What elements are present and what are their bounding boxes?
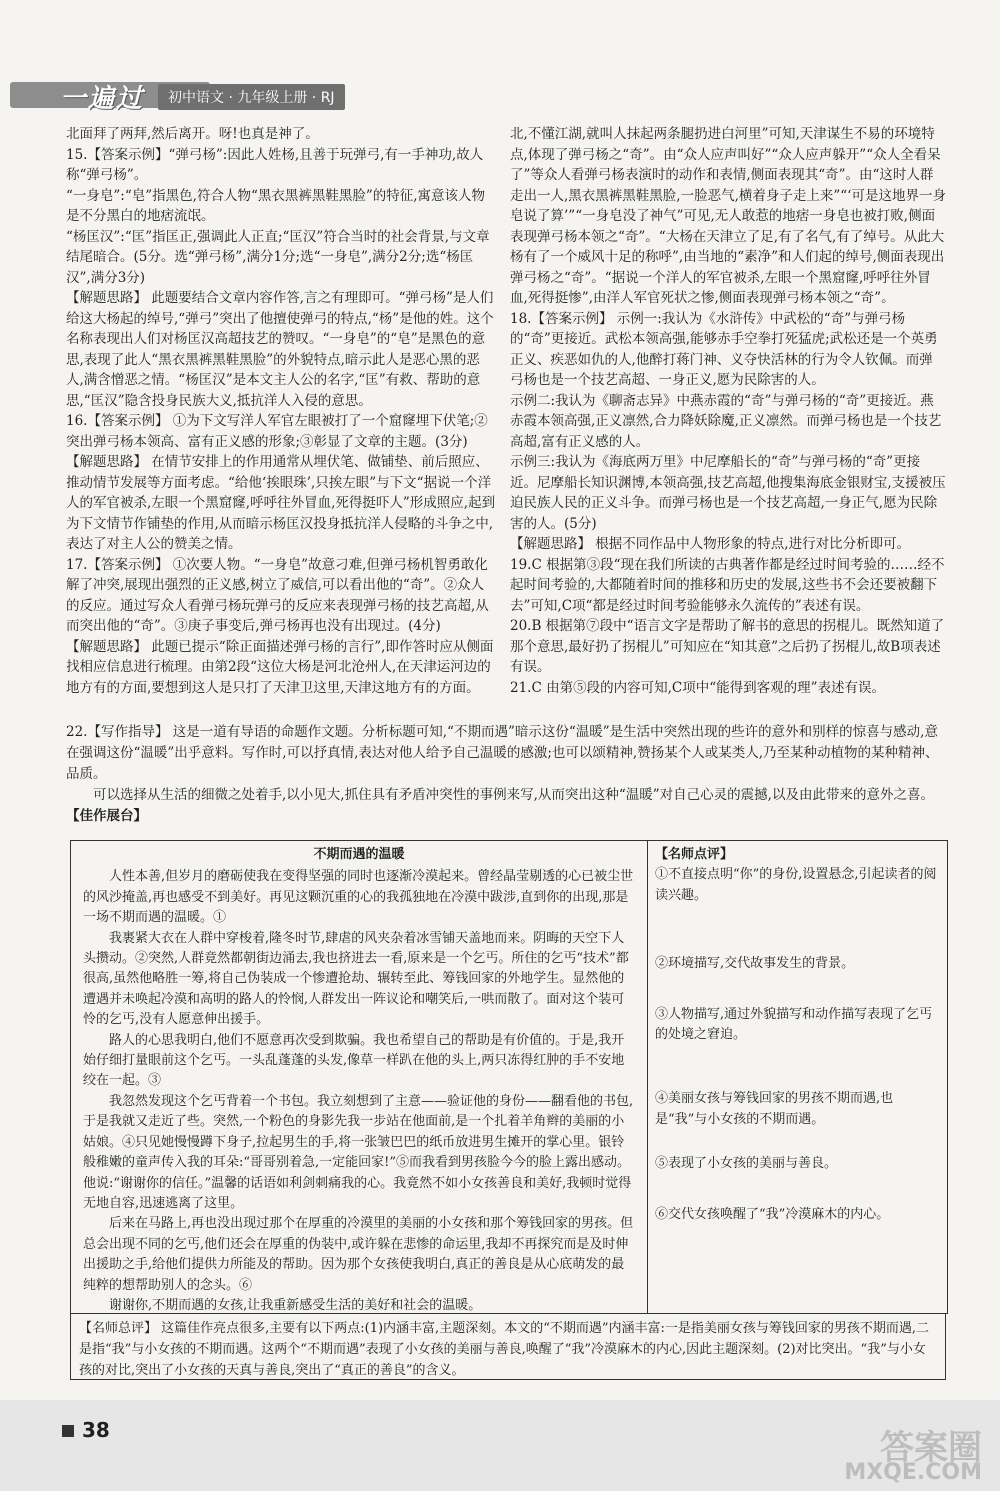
writing-guide (66, 722, 946, 827)
note-item: ②环境描写,交代故事发生的背景。 (655, 956, 855, 972)
essay-box (70, 840, 948, 1314)
essay (83, 845, 635, 1316)
essay-title: 不期而遇的温暖 (313, 847, 405, 862)
essay-paragraph: 我裹紧大衣在人群中穿梭着,隆冬时节,肆虐的风夹杂着冰雪铺天盖地而来。阴晦的天空下人头攒动。②突然,人群竟然都朝街边涌去,我也挤进去一看,原来是一个乞丐。所住的乞丐“技术”都很高,虽然他略胜一筹,将自己伪装成一个惨遭抢劫、辗转至此、筹钱回家的外地学生。显然他的遭遇并未唤起冷漠和高明的路人的怜悯,人群发出一阵议论和嘲笑后,一哄而散了。面对这个装可怜的乞丐,没有人愿意伸出援手。 (83, 930, 629, 1028)
analysis-16: 【解题思路】 在情节安排上的作用通常从埋伏笔、做铺垫、前后照应、推动情节发展等方面考虑。“给他‘挨眼珠’,只挨左眼”与下文“据说一个洋人的军官被杀,左眼一个黑窟窿,呼呼往外冒血,死得挺吓人”形成照应,起到为下文情节作铺垫的作用,从而暗示杨匡汉投身抵抗洋人侵略的斗争之中,表达了对主人公的赞美之情。 (66, 454, 496, 552)
text-paragraph: 示例三:我认为《海底两万里》中尼摩船长的“奇”与弹弓杨的“奇”更接近。尼摩船长知识渊博,本领高强,技艺高超,他搜集海底金银财宝,支援被压迫民族人民的正义斗争。而弹弓杨也是一个技艺高超,一身正气,愿为民除害的人。(5分) (510, 454, 946, 532)
note-item: ①不直接点明“你”的身份,设置悬念,引起读者的阅读兴趣。 (655, 867, 937, 903)
page-number (62, 1418, 110, 1442)
guide-paragraph: 可以选择从生活的细微之处着手,以小见大,抓住具有矛盾冲突性的事例来写,从而突出这种“温暖”对自己心灵的震撼,以及由此带来的意外之喜。 (93, 787, 934, 803)
watermark: 答案圈 (880, 1428, 982, 1468)
text-paragraph: “杨匡汉”:“匡”指匡正,强调此人正直;“匡汉”符合当时的社会背景,与文章结尾暗合。(5分。选“弹弓杨”,满分1分;选“一身皂”,满分2分;选“杨匡汉”,满分3分) (66, 228, 490, 286)
analysis-15: 【解题思路】 此题要结合文章内容作答,言之有理即可。“弹弓杨”是人们给这大杨起的绰号,“弹弓”突出了他擅使弹弓的特点,“杨”是他的姓。这个名称表现出人们对杨匡汉高超技艺的赞叹。“一身皂”的“皂”是黑色的意思,表现了此人“黑衣黑裤黑鞋黑脸”的外貌特点,暗示此人是恶心黑的恶人,满含憎恶之情。“杨匡汉”是本文主人公的名字,“匡”有救、帮助的意思,“匡汉”隐含投身民族大义,抵抗洋人入侵的意思。 (66, 290, 494, 409)
text-paragraph: “一身皂”:“皂”指黑色,符合人物“黑衣黑裤黑鞋黑脸”的特征,寓意该人物是不分黑白的地痞流氓。 (66, 187, 486, 224)
answer-17: 17.【答案示例】 ①次要人物。“一身皂”故意刁难,但弹弓杨机智勇敢化解了冲突,展现出强烈的正义感,树立了威信,可以看出他的“奇”。②众人的反应。通过写众人看弹弓杨玩弹弓的反应来表现弹弓杨的技艺高超,从而突出他的“奇”。③庚子事变后,弹弓杨再也没有出现过。(4分) (66, 556, 489, 634)
essay-paragraph: 人性本善,但岁月的磨砺使我在变得坚强的同时也逐渐冷漠起来。曾经晶莹剔透的心已被尘世的风沙掩盖,再也感受不到美好。再见这颗沉重的心的我孤独地在冷漠中跋涉,直到你的出现,那是一场不期而遇的温暖。① (83, 869, 634, 926)
essay-paragraph: 路人的心思我明白,他们不愿意再次受到欺骗。我也希望自己的帮助是有价值的。于是,我开始仔细打量眼前这个乞丐。一头乱蓬蓬的头发,像草一样趴在他的头上,两只冻得红肿的手不安地绞在一起。③ (83, 1032, 625, 1089)
watermark-url: MXQE.COM (844, 1460, 982, 1485)
text-paragraph: 示例二:我认为《聊斋志异》中燕赤霞的“奇”与弹弓杨的“奇”更接近。燕赤霞本领高强,正义凛然,合力降妖除魔,正义凛然。而弹弓杨也是一个技艺高超,富有正义感的人。 (510, 392, 942, 450)
note-item: ⑥交代女孩唤醒了“我”冷漠麻木的内心。 (655, 1206, 890, 1222)
answer-18: 18.【答案示例】 示例一:我认为《水浒传》中武松的“奇”与弹弓杨的“奇”更接近。武松本领高强,能够赤手空拳打死猛虎;武松还是一个英勇正义、疾恶如仇的人,他醉打蒋门神、义夺快活林的行为令人钦佩。而弹弓杨也是一个技艺高超、一身正义,愿为民除害的人。 (510, 310, 938, 388)
essay-paragraph: 我忽然发现这个乞丐背着一个书包。我立刻想到了主意——验证他的身份——翻看他的书包,于是我就又走近了些。突然,一个粉色的身影先我一步站在他面前,是一个扎着羊角辫的美丽的小姑娘。④只见她慢慢蹲下身子,拉起男生的手,将一张皱巴巴的纸币放进男生摊开的掌心里。银铃般稚嫩的童声传入我的耳朵:“哥哥别着急,一定能回家!”⑤而我看到男孩脸今今的脸上露出感动。他说:“谢谢你的信任。”温馨的话语如利剑刺痛我的心。我竟然不如小女孩善良和美好,我顿时觉得无地自容,迅速逃离了这里。 (83, 1093, 634, 1211)
teacher-notes (655, 845, 939, 1225)
guide-paragraph: 22.【写作指导】 这是一道有导语的命题作文题。分析标题可知,“不期而遇”暗示这份“温暖”是生活中突然出现的些许的意外和别样的惊喜与感动,意在强调这份“温暖”出乎意料。写作时,可以抒真情,表达对他人给予自己温暖的感激;也可以颂精神,赞扬某个人或某类人,乃至某种动植物的某种精神、品质。 (66, 724, 939, 782)
essay-paragraph: 后来在马路上,再也没出现过那个在厚重的冷漠里的美丽的小女孩和那个筹钱回家的男孩。但总会出现不同的乞丐,他们还会在厚重的伪装中,或许躲在悲惨的命运里,我却不再探究而是及时伸出援助之手,给他们提供力所能及的帮助。因为那个女孩使我明白,真正的善良是从心底萌发的最纯粹的想帮助别人的念头。⑥ (83, 1216, 634, 1293)
note-item: ③人物描写,通过外貌描写和动作描写表现了乞丐的处境之窘迫。 (655, 1006, 933, 1043)
teacher-summary: 【名师总评】 这篇佳作亮点很多,主要有以下两点:(1)内涵丰富,主题深刻。本文的“不期而遇”内涵丰富:一是指美丽女孩与筹钱回家的男孩不期而遇,二是指“我”与小女孩的不期而遇。这两个“不期而遇”表现了小女孩的美丽与善良,唤醒了“我”冷漠麻木的内心,因此主题深刻。(2)对比突出。“我”与小女孩的对比,突出了小女孩的天真与善良,突出了“真正的善良”的含义。 (70, 1314, 946, 1380)
answer-21: 21.C 由第⑤段的内容可知,C项中“能得到客观的理”表述有误。 (510, 679, 886, 696)
page-number-text: 38 (82, 1418, 110, 1442)
notes-title: 【名师点评】 (655, 847, 734, 862)
square-icon (62, 1425, 74, 1437)
answer-19: 19.C 根据第③段“现在我们所读的古典著作都是经过时间考验的……经不起时间考验的,大都随着时间的推移和历史的发展,这些书不会还要被翻下去”可知,C项“都是经过时间考验能够永久流传的”表述有误。 (510, 556, 945, 614)
analysis-18: 【解题思路】 根据不同作品中人物形象的特点,进行对比分析即可。 (510, 536, 911, 552)
divider (647, 841, 648, 1313)
text-paragraph: 北面拜了两拜,然后离开。呀!也真是神了。 (66, 126, 319, 142)
essay-paragraph: 谢谢你,不期而遇的女孩,让我重新感受生活的美好和社会的温暖。 (109, 1297, 482, 1313)
note-item: ⑤表现了小女孩的美丽与善良。 (655, 1156, 838, 1172)
page-header (0, 78, 1000, 116)
showcase-heading: 【佳作展台】 (66, 808, 147, 824)
answer-20: 20.B 根据第⑦段中“语言文字是帮助了解书的意思的拐棍儿。既然知道了那个意思,最好扔了拐棍儿”可知应在“知其意”之后扔了拐棍儿,故B项表述有误。 (510, 618, 945, 675)
answer-16: 16.【答案示例】 ①为下文写洋人军官左眼被打了一个窟窿埋下伏笔;②突出弹弓杨本领高、富有正义感的形象;③彰显了文章的主题。(3分) (66, 413, 488, 450)
right-column (510, 124, 946, 698)
analysis-17: 【解题思路】 此题已提示“除正面描述弹弓杨的言行”,即作答时应从侧面找相应信息进行梳理。由第2段“这位大杨是河北沧州人,在天津运河边的地方有的方面,要想到这人是只打了天津卫这里,天津这地方有的方面。 (66, 638, 494, 696)
book-tag: 初中语文 · 九年级上册 · RJ (158, 84, 345, 110)
answer-15: 15.【答案示例】“弹弓杨”:因此人姓杨,且善于玩弹弓,有一手神功,故人称“弹弓杨”。 (66, 146, 484, 183)
text-paragraph: 北,不懂江湖,就叫人抹起两条腿扔进白河里”可知,天津谋生不易的环境特点,体现了弹弓杨之“奇”。由“众人应声叫好”“众人应声躲开”“众人全看呆了”等众人看弹弓杨表演时的动作和表情,侧面表现其“奇”。由“这时人群走出一人,黑衣黑裤黑鞋黑脸,一脸恶气,横着身子走上来”“‘可是这地界一身皂说了算’”“一身皂没了神气”可见,无人敢惹的地痞一身皂也被打败,侧面表现弹弓杨本领之“奇”。“大杨在天津立了足,有了名气,有了绰号。从此大杨有了一个威风十足的称呼”,由当地的“素净”和人们起的绰号,侧面表现出弹弓杨之“奇”。“据说一个洋人的军官被杀,左眼一个黑窟窿,呼呼往外冒血,死得挺惨”,由洋人军官死状之惨,侧面表现弹弓杨本领之“奇”。 (510, 126, 946, 306)
left-column (66, 124, 496, 698)
brand-logo: 一遍过 (60, 84, 145, 114)
note-item: ④美丽女孩与筹钱回家的男孩不期而遇,也是“我”与小女孩的不期而遇。 (655, 1091, 894, 1127)
